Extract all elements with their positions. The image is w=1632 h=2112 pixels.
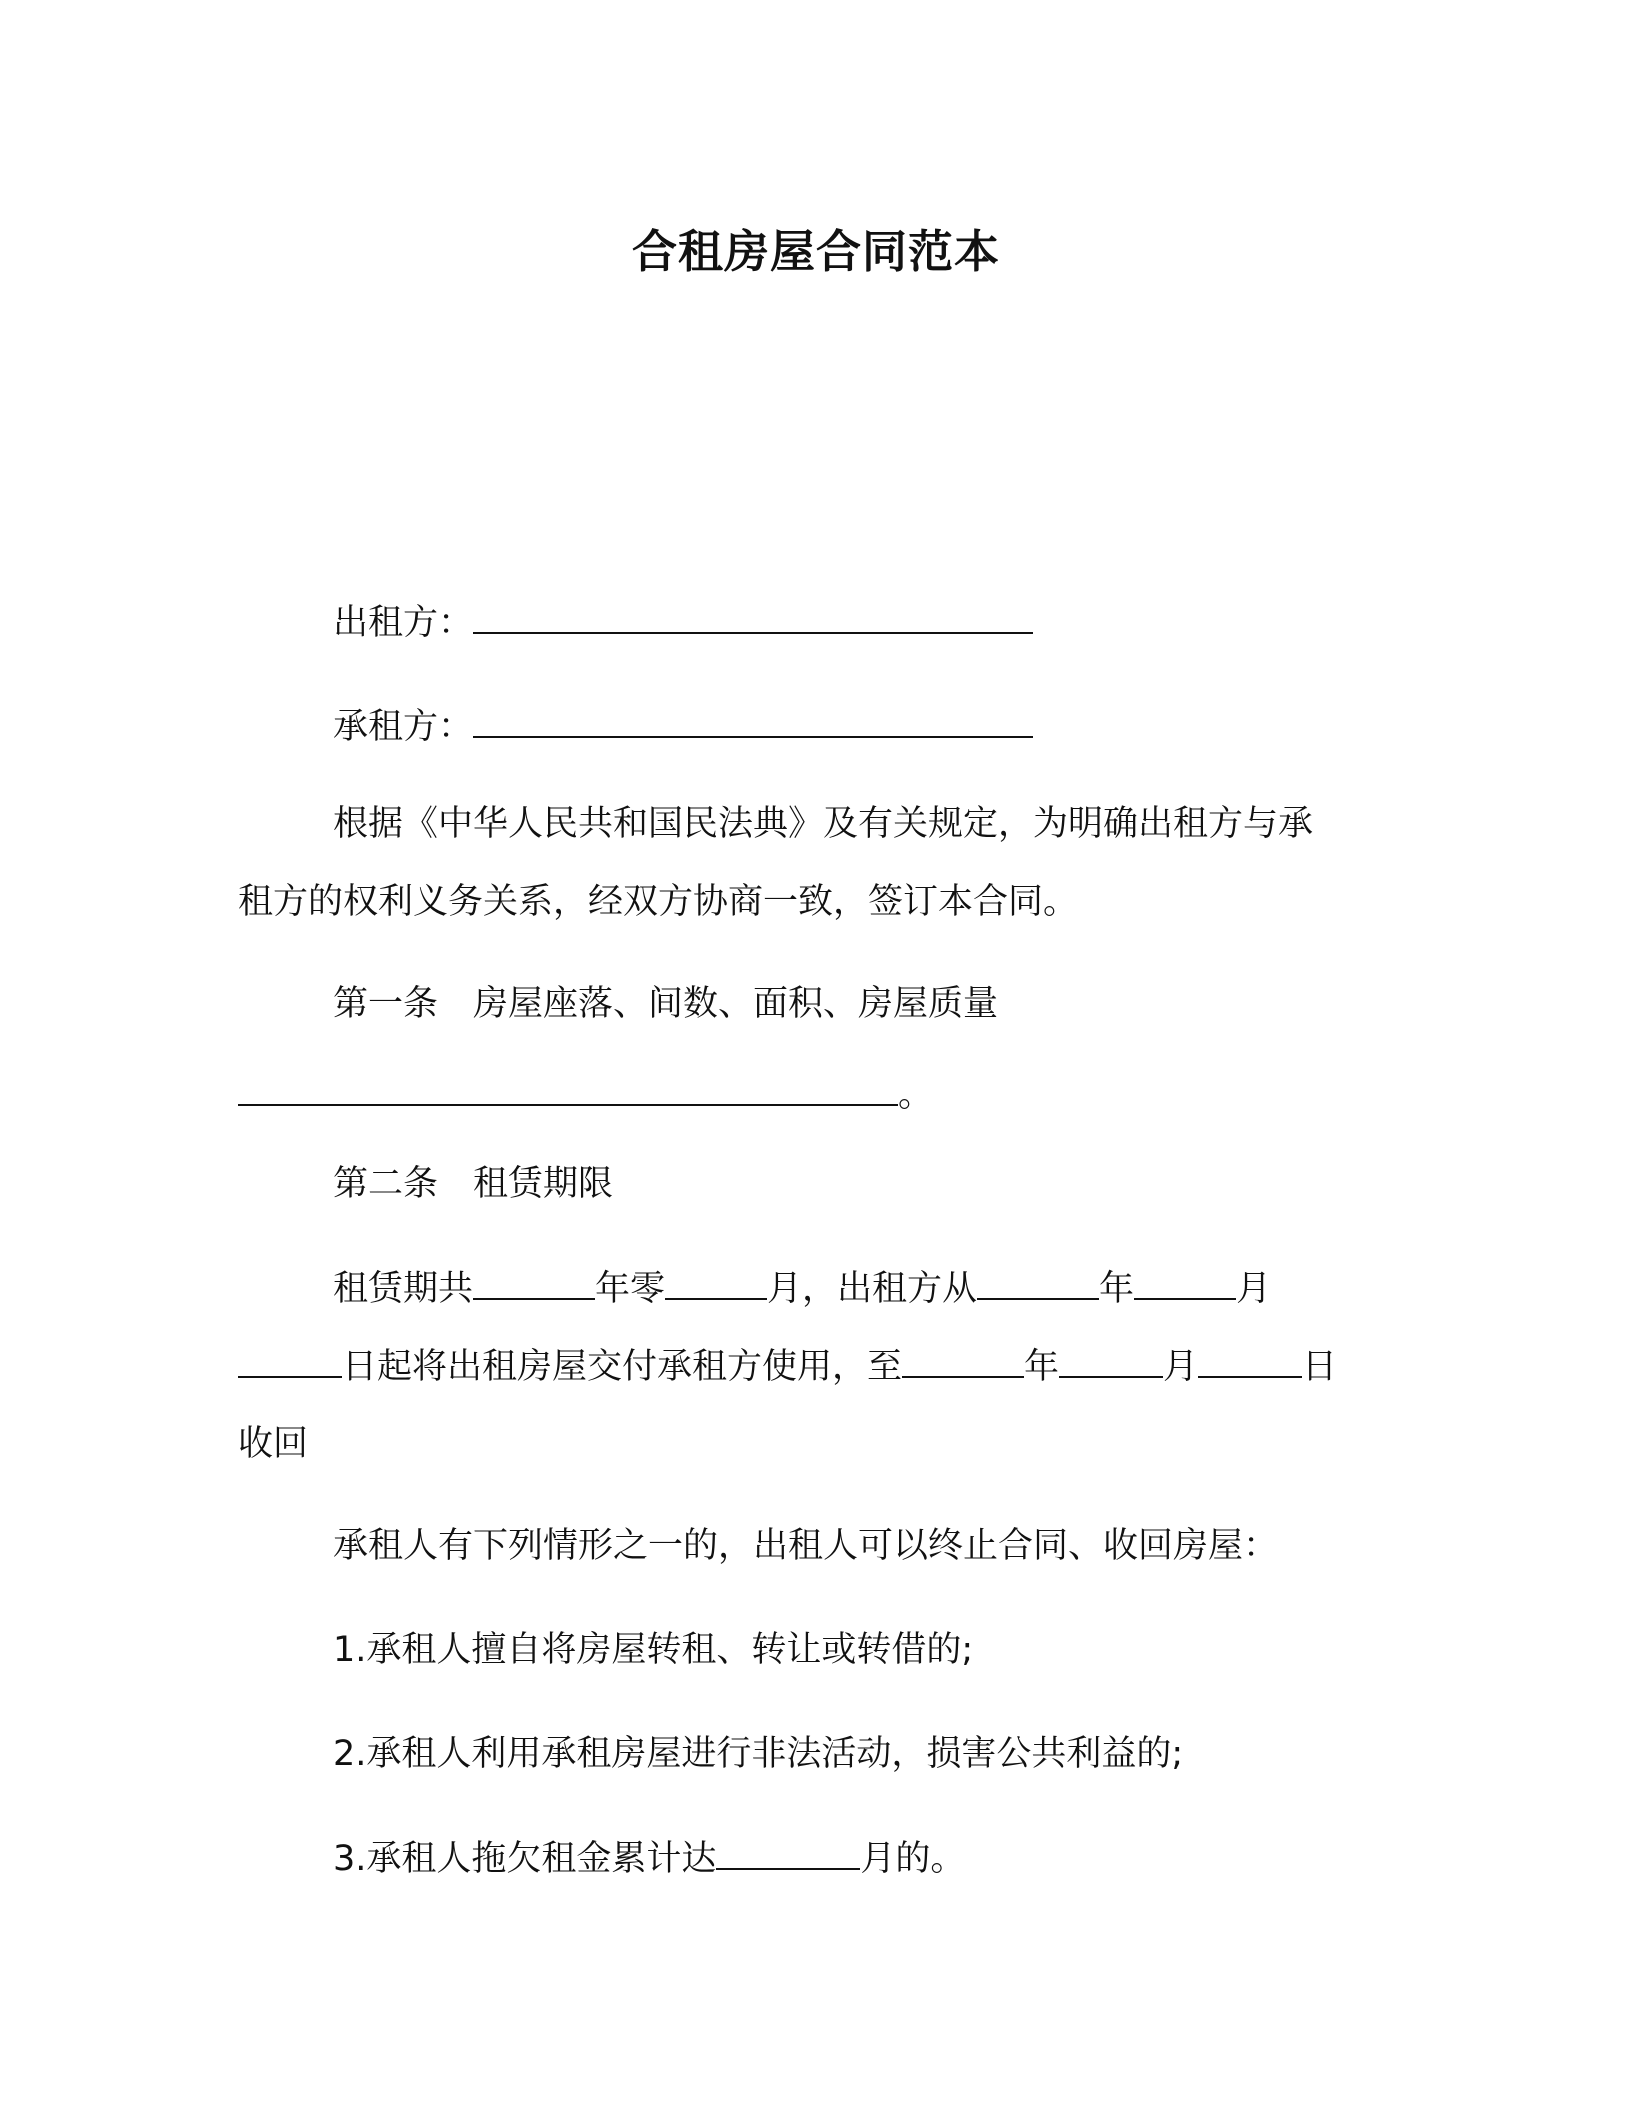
term-text-6: 日起将出租房屋交付承租方使用，至	[342, 1347, 903, 1387]
end-day-blank[interactable]	[1198, 1342, 1302, 1378]
clause-3-prefix: 3.承租人拖欠租金累计达	[333, 1839, 717, 1879]
term-text-5: 月	[1236, 1269, 1272, 1309]
end-month-blank[interactable]	[1059, 1342, 1163, 1378]
lessor-blank[interactable]	[473, 598, 1033, 634]
lessor-label: 出租方：	[333, 603, 474, 643]
lessee-blank[interactable]	[473, 702, 1033, 738]
term-line-1	[333, 1264, 1271, 1313]
property-details-blank[interactable]	[238, 1070, 898, 1106]
term-years-blank[interactable]	[473, 1264, 595, 1300]
preamble-line-2: 租方的权利义务关系，经双方协商一致，签订本合同。	[238, 882, 1079, 922]
clause-3-suffix: 月的。	[860, 1839, 966, 1879]
term-text-3: 月，出租方从	[767, 1269, 978, 1309]
term-line-2	[238, 1342, 1337, 1391]
clause-1: 1.承租人擅自将房屋转租、转让或转借的;	[333, 1630, 974, 1670]
start-month-blank[interactable]	[1134, 1264, 1236, 1300]
term-text-1: 租赁期共	[333, 1269, 474, 1309]
termination-intro: 承租人有下列情形之一的，出租人可以终止合同、收回房屋：	[333, 1526, 1279, 1566]
lessee-label: 承租方：	[333, 707, 474, 747]
clause-2: 2.承租人利用承租房屋进行非法活动，损害公共利益的;	[333, 1734, 1184, 1774]
document-title: 合租房屋合同范本	[631, 225, 1000, 278]
lessee-line	[333, 702, 1033, 751]
term-text-7: 年	[1024, 1347, 1060, 1387]
start-day-blank[interactable]	[238, 1342, 342, 1378]
clause-3	[333, 1834, 965, 1883]
article1-fill-line	[238, 1070, 933, 1119]
term-text-9: 日	[1302, 1347, 1338, 1387]
term-text-2: 年零	[595, 1269, 666, 1309]
article1-heading: 第一条 房屋座落、间数、面积、房屋质量	[333, 984, 999, 1024]
article2-heading: 第二条 租赁期限	[333, 1164, 614, 1204]
term-text-4: 年	[1099, 1269, 1135, 1309]
term-text-8: 月	[1163, 1347, 1199, 1387]
term-months-blank[interactable]	[665, 1264, 767, 1300]
arrears-months-blank[interactable]	[716, 1834, 860, 1870]
preamble-line-1: 根据《中华人民共和国民法典》及有关规定，为明确出租方与承	[333, 804, 1314, 844]
lessor-line	[333, 598, 1033, 647]
start-year-blank[interactable]	[977, 1264, 1099, 1300]
term-line-3: 收回	[238, 1424, 309, 1464]
end-year-blank[interactable]	[902, 1342, 1024, 1378]
article1-end: 。	[898, 1075, 934, 1115]
